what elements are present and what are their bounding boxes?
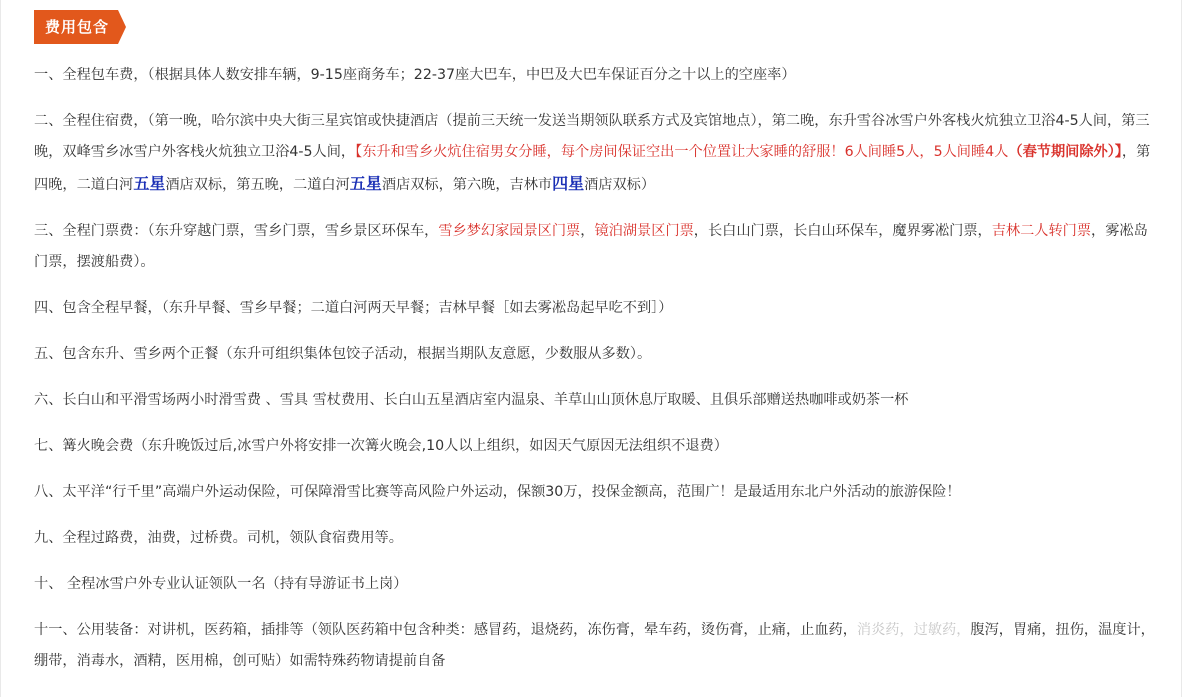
item-text: 八、太平洋“行千里”高端户外运动保险，可保障滑雪比赛等高风险户外运动，保额30万，投保金额高，范围广！是最适用东北户外活动的旅游保险！ [34, 484, 961, 500]
fee-item-7 [34, 431, 1156, 462]
section-header-fee-included [34, 10, 126, 44]
item-text: 二、全程住宿费，（第一晚，哈尔滨中央大街三星宾馆或快捷酒店（提前三天统一发送当期领队联系方式及宾馆地点），第二晚，东升雪谷冰雪户外客栈火炕独立卫浴4-5人间，第三晚，双峰雪乡冰雪户外客栈火炕独立卫浴4-5人间， [34, 113, 1150, 160]
fee-item-4 [34, 293, 1156, 324]
section-title: 费用包含 [45, 18, 110, 36]
highlight-text: 雪乡梦幻家园景区门票 [438, 223, 581, 239]
item-text: 酒店双标，第六晚，吉林市 [381, 177, 553, 193]
item-text: 九、全程过路费，油费，过桥费。司机，领队食宿费用等。 [34, 530, 403, 546]
star-rating-text: 五星 [133, 174, 166, 193]
star-rating-text: 四星 [552, 174, 585, 193]
item-text: 酒店双标） [584, 177, 656, 193]
item-text: 三、全程门票费：（东升穿越门票，雪乡门票，雪乡景区环保车， [34, 223, 439, 239]
item-text: 酒店双标，第五晚，二道白河 [165, 177, 350, 193]
item-text: 七、篝火晚会费（东升晚饭过后,冰雪户外将安排一次篝火晚会,10人以上组织，如因天气原因无法组织不退费） [34, 438, 728, 454]
fee-item-1 [34, 60, 1156, 91]
star-rating-text: 五星 [349, 174, 382, 193]
highlight-bold-text: （春节期间除外）】 [1008, 144, 1122, 160]
highlight-text: 镜泊湖景区门票 [594, 223, 694, 239]
fee-item-9 [34, 523, 1156, 554]
item-text: 腹泻，胃痛，扭伤，温度计，绷带，消毒水，酒精，医用棉，创可贴）如需特殊药物请提前自备 [34, 622, 1155, 669]
fee-item-11 [34, 615, 1156, 677]
highlight-text: 【东升和雪乡火炕住宿男女分睡，每个房间保证空出一个位置让大家睡的舒服！6人间睡5人，5人间睡4人 [355, 144, 1009, 160]
fee-item-5 [34, 339, 1156, 370]
fee-item-8 [34, 477, 1156, 508]
highlight-text: 吉林二人转门票 [991, 223, 1092, 239]
item-text: 五、包含东升、雪乡两个正餐（东升可组织集体包饺子活动，根据当期队友意愿，少数服从多数）。 [34, 346, 652, 362]
item-text: ，长白山门票，长白山环保车，魔界雾凇门票， [693, 223, 992, 239]
fee-item-6 [34, 385, 1156, 416]
fee-item-2 [34, 106, 1156, 201]
item-text: 十、 全程冰雪户外专业认证领队一名（持有导游证书上岗） [34, 576, 408, 592]
item-text: 六、长白山和平滑雪场两小时滑雪费 、雪具 雪杖费用、长白山五星酒店室内温泉、羊草山山顶休息厅取暖、且俱乐部赠送热咖啡或奶茶一杯 [34, 392, 909, 408]
item-text: 四、包含全程早餐，（东升早餐、雪乡早餐；二道白河两天早餐；吉林早餐［如去雾凇岛起早吃不到］） [34, 300, 673, 316]
faded-text: 消炎药，过敏药， [856, 622, 971, 638]
item-text: 十一、公用装备：对讲机，医药箱，插排等（领队医药箱中包含种类：感冒药，退烧药，冻伤膏，晕车药，烫伤膏，止痛，止血药， [34, 622, 857, 638]
item-text: 一、全程包车费，（根据具体人数安排车辆，9-15座商务车；22-37座大巴车，中巴及大巴车保证百分之十以上的空座率） [34, 67, 796, 83]
fee-item-10 [34, 569, 1156, 600]
item-text: ，雾凇岛门票，摆渡船费）。 [34, 223, 1148, 270]
fee-item-3 [34, 216, 1156, 278]
item-text: ， [580, 223, 595, 239]
item-text: ，第四晚，二道白河 [34, 144, 1151, 193]
fee-item-list [34, 60, 1156, 692]
